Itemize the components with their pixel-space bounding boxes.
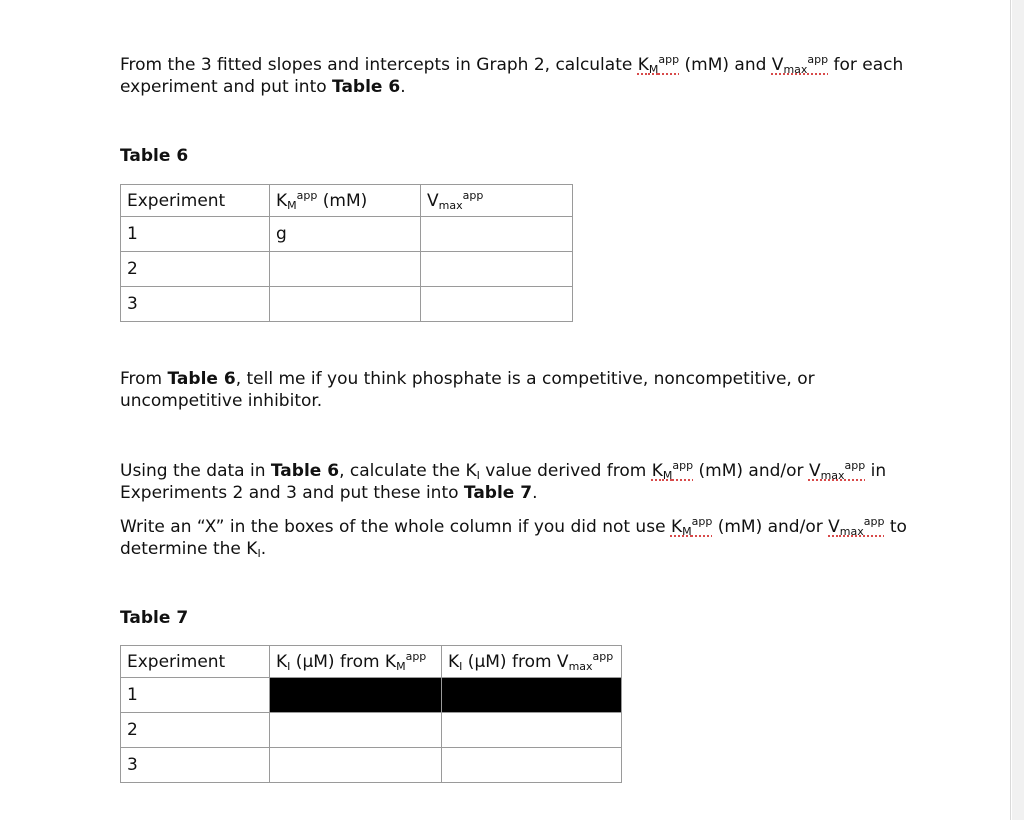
- table7-cell-ki-from-vmax[interactable]: [442, 748, 622, 783]
- table-row: [121, 287, 573, 322]
- instruction-paragraph-3: [120, 516, 907, 560]
- table6-cell-experiment: 2: [121, 252, 270, 287]
- table7-cell-ki-from-km[interactable]: [270, 748, 442, 783]
- table7-cell-ki-from-vmax[interactable]: [442, 713, 622, 748]
- instruction-line-4: Experiments 2 and 3 and put these into Table 7.: [120, 483, 538, 503]
- table6-header-experiment: Experiment: [121, 185, 270, 217]
- table6-cell-experiment: 3: [121, 287, 270, 322]
- table6-caption: Table 6: [120, 146, 189, 166]
- table7-header-row: [121, 646, 622, 678]
- table7-cell-ki-from-km[interactable]: [270, 678, 442, 713]
- table-row: [121, 217, 573, 252]
- table7-cell-experiment: 2: [121, 713, 270, 748]
- table6-header-row: [121, 185, 573, 217]
- table7-caption: Table 7: [120, 608, 189, 628]
- table7-header-ki-from-km: $K_I$ (µM) from $K_M^{app}$: [270, 646, 442, 678]
- instruction-line-1: From the 3 fitted slopes and intercepts in Graph 2, calculate $K_M^{app}$ (mM) and $V_{max}^{app}$ for each: [120, 53, 904, 76]
- table6-header-km: $K_M^{app}$ (mM): [270, 185, 421, 217]
- table6-cell-km[interactable]: [270, 252, 421, 287]
- table7-cell-ki-from-vmax[interactable]: [442, 678, 622, 713]
- table7: [120, 645, 622, 783]
- table6-cell-vmax[interactable]: [421, 217, 573, 252]
- table7-cell-experiment: 3: [121, 748, 270, 783]
- table6-cell-km[interactable]: [270, 287, 421, 322]
- table6-header-vmax: $V_{max}^{app}$: [421, 185, 573, 217]
- table7-header-ki-from-vmax: $K_I$ (µM) from $V_{max}^{app}$: [442, 646, 622, 678]
- table7-cell-ki-from-km[interactable]: [270, 713, 442, 748]
- instruction-paragraph-2: [120, 460, 886, 504]
- table6-cell-vmax[interactable]: [421, 287, 573, 322]
- instruction-line-3: Using the data in Table 6, calculate the $K_I$ value derived from $K_M^{app}$ (mM) and/or $V_{max}^{app}$ in: [120, 459, 887, 482]
- instruction-paragraph-1: [120, 54, 903, 98]
- scrollbar-track[interactable]: [1012, 0, 1024, 820]
- question-paragraph: [120, 368, 815, 412]
- table6-cell-km[interactable]: g: [270, 217, 421, 252]
- table6: [120, 184, 573, 322]
- question-line-1: From Table 6, tell me if you think phosphate is a competitive, noncompetitive, or: [120, 369, 815, 389]
- instruction-line-2: experiment and put into Table 6.: [120, 77, 406, 97]
- instruction-line-6: determine the $K_I$.: [120, 539, 267, 560]
- table7-header-experiment: Experiment: [121, 646, 270, 678]
- question-line-2: uncompetitive inhibitor.: [120, 391, 323, 411]
- instruction-line-5: Write an “X” in the boxes of the whole column if you did not use $K_M^{app}$ (mM) and/or $V_{max}^{app}$ to: [120, 515, 907, 538]
- table6-cell-experiment: 1: [121, 217, 270, 252]
- table6-cell-vmax[interactable]: [421, 252, 573, 287]
- table-row: [121, 748, 622, 783]
- table-row: [121, 713, 622, 748]
- table-row: [121, 678, 622, 713]
- table-row: [121, 252, 573, 287]
- table7-cell-experiment: 1: [121, 678, 270, 713]
